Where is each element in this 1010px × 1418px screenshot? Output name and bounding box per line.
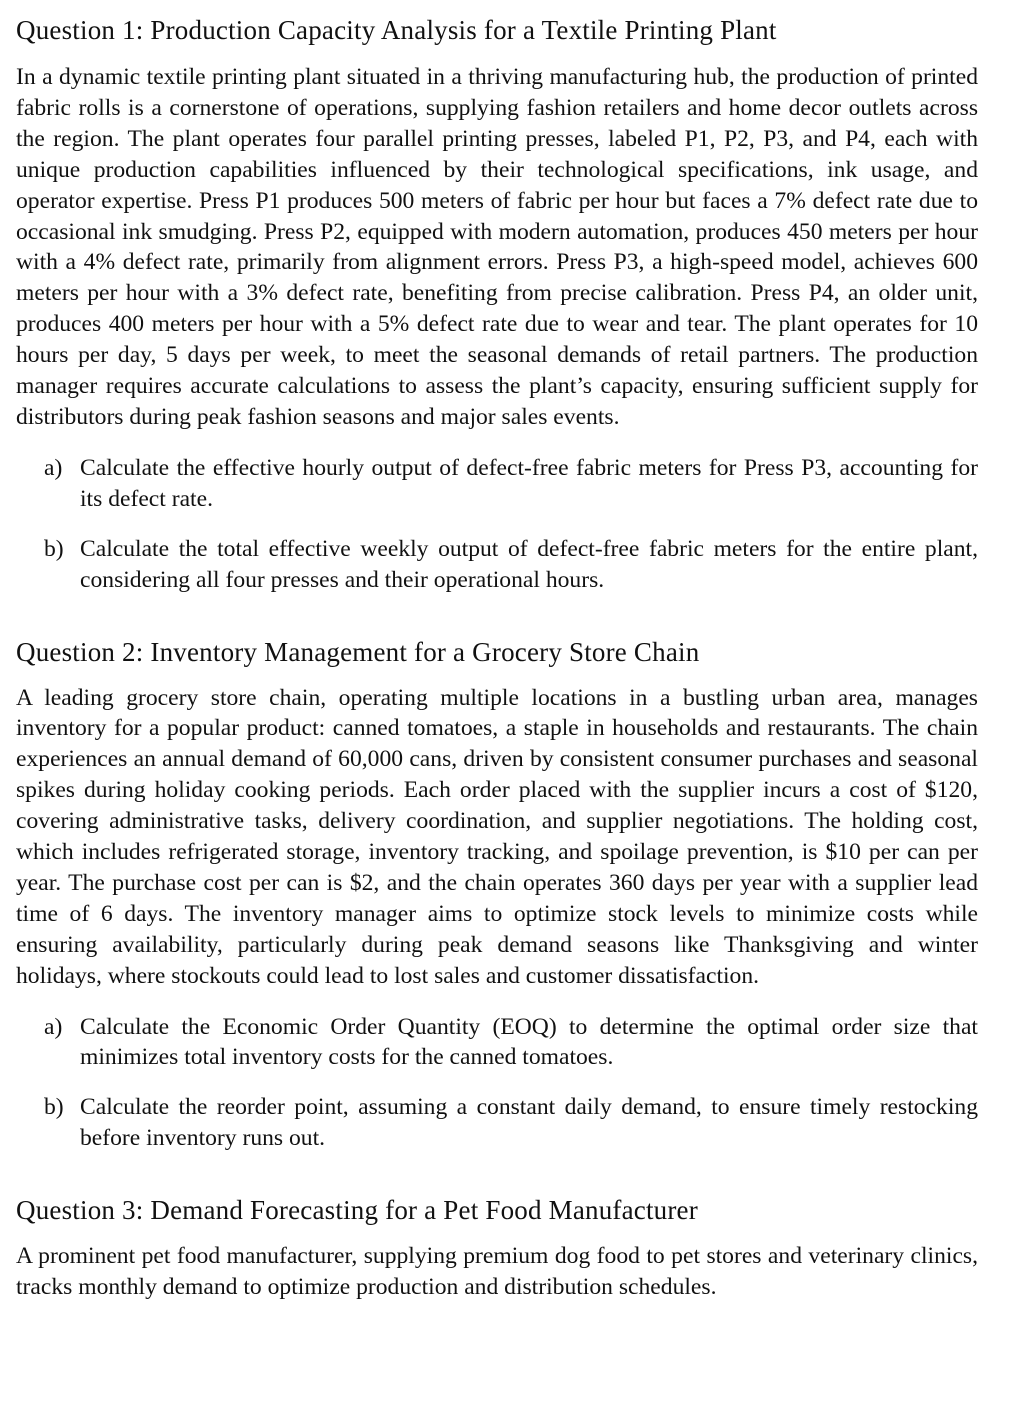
question-1-parts [16, 453, 978, 596]
question-1-title: Question 1: Production Capacity Analysis for a Textile Printing Plant [16, 15, 777, 45]
question-2-body: A leading grocery store chain, operating multiple locations in a bustling urban area, manages inventory for a popular product: canned tomatoes, a staple in households and restaurants. The chain experiences an annual demand of 60,000 cans, driven by consistent consumer purchases and seasonal spikes during holiday cooking periods. Each order placed with the supplier incurs a cost of $120, covering administrative tasks, delivery coordination, and supplier negotiations. The holding cost, which includes refrigerated storage, inventory tracking, and spoilage prevention, is $10 per can per year. The purchase cost per can is $2, and the chain operates 360 days per year with a supplier lead time of 6 days. The inventory manager aims to optimize stock levels to minimize costs while ensuring availability, particularly during peak demand seasons like Thanksgiving and winter holidays, where stockouts could lead to lost sales and customer dissatisfaction. [16, 684, 978, 989]
part-label: a) [44, 454, 63, 481]
question-2 [16, 634, 978, 1155]
part-text: Calculate the total effective weekly output of defect-free fabric meters for the entire plant, considering all four presses and their operational hours. [80, 535, 978, 593]
part-text: Calculate the reorder point, assuming a constant daily demand, to ensure timely restocking before inventory runs out. [80, 1094, 978, 1152]
question-2-part-b [16, 1092, 978, 1154]
part-text: Calculate the Economic Order Quantity (EOQ) to determine the optimal order size that minimizes total inventory costs for the canned tomatoes. [80, 1013, 978, 1071]
question-3 [16, 1192, 978, 1303]
question-3-body: A prominent pet food manufacturer, supplying premium dog food to pet stores and veterinary clinics, tracks monthly demand to optimize production and distribution schedules. [16, 1243, 978, 1301]
question-1 [16, 0, 978, 596]
question-1-part-b [16, 534, 978, 596]
part-label: a) [44, 1013, 63, 1040]
question-3-title: Question 3: Demand Forecasting for a Pet Food Manufacturer [16, 1195, 698, 1226]
part-text: Calculate the effective hourly output of defect-free fabric meters for Press P3, accounting for its defect rate. [80, 454, 978, 512]
part-label: b) [44, 1094, 64, 1121]
question-2-title: Question 2: Inventory Management for a Grocery Store Chain [16, 636, 700, 667]
question-1-part-a [16, 453, 978, 515]
question-2-parts [16, 1012, 978, 1155]
question-2-part-a [16, 1012, 978, 1074]
question-1-body: In a dynamic textile printing plant situated in a thriving manufacturing hub, the production of printed fabric rolls is a cornerstone of operations, supplying fashion retailers and home decor outlets across the region. The plant operates four parallel printing presses, labeled P1, P2, P3, and P4, each with unique production capabilities influenced by their technological specifications, ink usage, and operator expertise. Press P1 produces 500 meters of fabric per hour but faces a 7% defect rate due to occasional ink smudging. Press P2, equipped with modern automation, produces 450 meters per hour with a 4% defect rate, primarily from alignment errors. Press P3, a high-speed model, achieves 600 meters per hour with a 3% defect rate, benefiting from precise calibration. Press P4, an older unit, produces 400 meters per hour with a 5% defect rate due to wear and tear. The plant operates for 10 hours per day, 5 days per week, to meet the seasonal demands of retail partners. The production manager requires accurate calculations to assess the plant’s capacity, ensuring sufficient supply for distributors during peak fashion seasons and major sales events. [16, 64, 978, 430]
part-label: b) [44, 535, 64, 562]
